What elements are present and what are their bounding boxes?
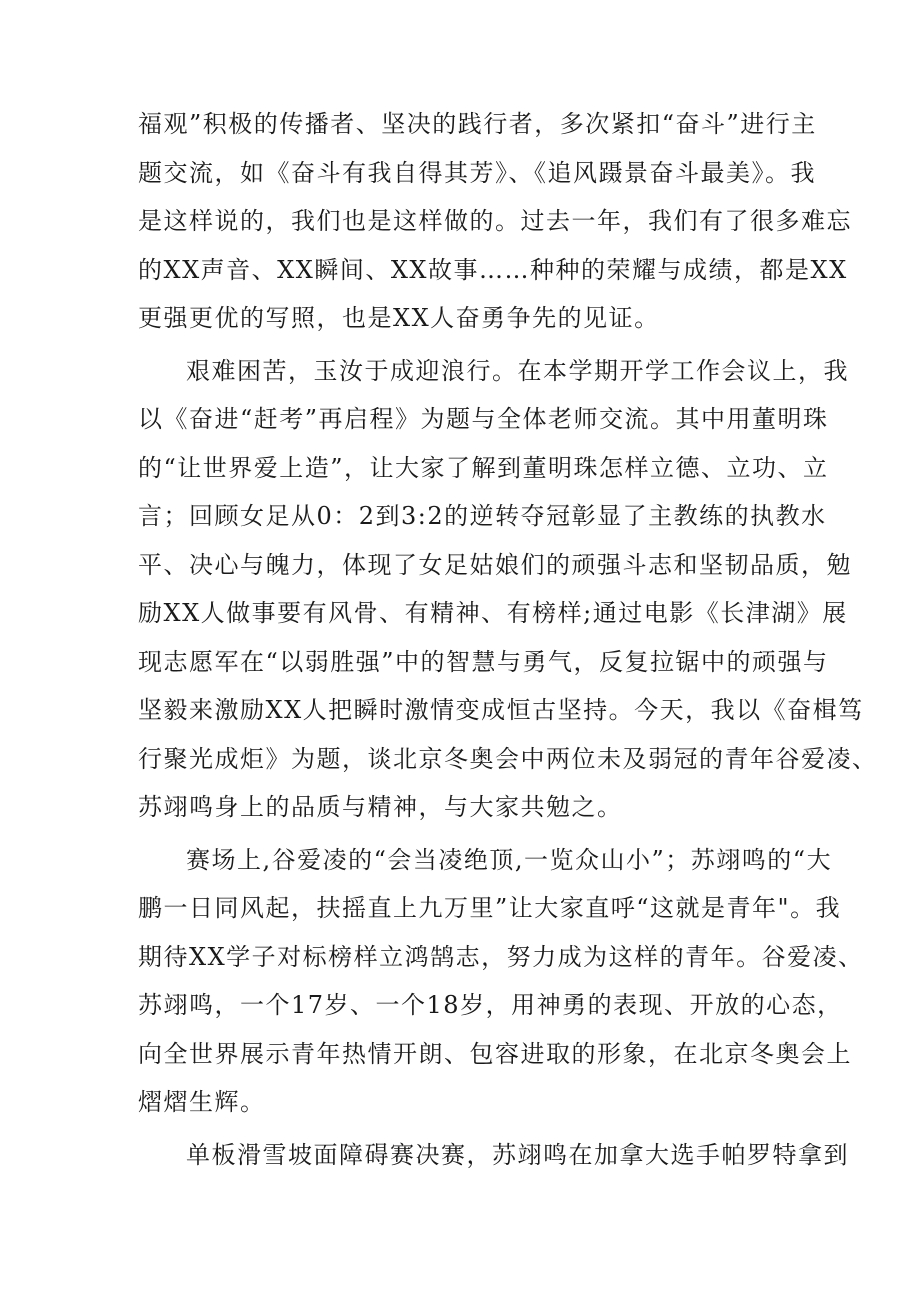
text-line: 艰难困苦，玉汝于成迎浪行。在本学期开学工作会议上，我 xyxy=(186,356,849,385)
text-line: 是这样说的，我们也是这样做的。过去一年，我们有了很多难忘 xyxy=(138,207,852,235)
paragraph-2 xyxy=(138,347,878,832)
text-line: 单板滑雪坡面障碍赛决赛，苏翊鸣在加拿大选手帕罗特拿到 xyxy=(186,1140,849,1169)
text-line: 苏翊鸣，一个17岁、一个18岁，用神勇的表现、开放的心态， xyxy=(138,991,843,1019)
text-line: 的“让世界爱上造”，让大家了解到董明珠怎样立德、立功、立 xyxy=(138,453,829,482)
text-line: 励XX人做事要有风骨、有精神、有榜样;通过电影《长津湖》展 xyxy=(138,599,848,627)
document-body xyxy=(138,100,878,1179)
text-line: 言；回顾女足从0：2到3:2的逆转夺冠彰显了主教练的执教水 xyxy=(138,502,827,530)
text-line: 期待XX学子对标榜样立鸿鹄志，努力成为这样的青年。谷爱凌、 xyxy=(138,942,864,971)
text-line: 苏翊鸣身上的品质与精神，与大家共勉之。 xyxy=(138,793,623,821)
paragraph-4 xyxy=(138,1131,849,1180)
text-line: 以《奋进“赶考”再启程》为题与全体老师交流。其中用董明珠 xyxy=(138,405,829,433)
text-line: 向全世界展示青年热情开朗、包容进取的形象，在北京冬奥会上 xyxy=(138,1039,852,1068)
text-line: 题交流，如《奋斗有我自得其芳》、《追风蹑景奋斗最美》。我 xyxy=(138,158,816,187)
text-line: 赛场上,谷爱凌的“会当凌绝顶,一览众山小”；苏翊鸣的“大 xyxy=(186,845,833,874)
paragraph-1 xyxy=(138,100,852,343)
text-line: 更强更优的写照，也是XX人奋勇争先的见证。 xyxy=(138,304,660,332)
paragraph-3 xyxy=(138,836,864,1127)
text-line: 现志愿军在“以弱胜强”中的智慧与勇气，反复拉锯中的顽强与 xyxy=(138,647,829,676)
text-line: 行聚光成炬》为题，谈北京冬奥会中两位未及弱冠的青年谷爱凌、 xyxy=(138,744,878,773)
text-line: 福观”积极的传播者、坚决的践行者，多次紧扣“奋斗”进行主 xyxy=(138,110,817,138)
text-line: 熠熠生辉。 xyxy=(138,1088,266,1116)
text-line: 鹏一日同风起，扶摇直上九万里”让大家直呼“这就是青年"。我 xyxy=(138,894,842,922)
text-line: 坚毅来激励XX人把瞬时激情变成恒古坚持。今天，我以《奋楫笃 xyxy=(138,696,864,724)
text-line: 平、决心与魄力，体现了女足姑娘们的顽强斗志和坚韧品质，勉 xyxy=(138,550,852,579)
text-line: 的XX声音、XX瞬间、XX故事……种种的荣耀与成绩，都是XX xyxy=(138,255,848,284)
